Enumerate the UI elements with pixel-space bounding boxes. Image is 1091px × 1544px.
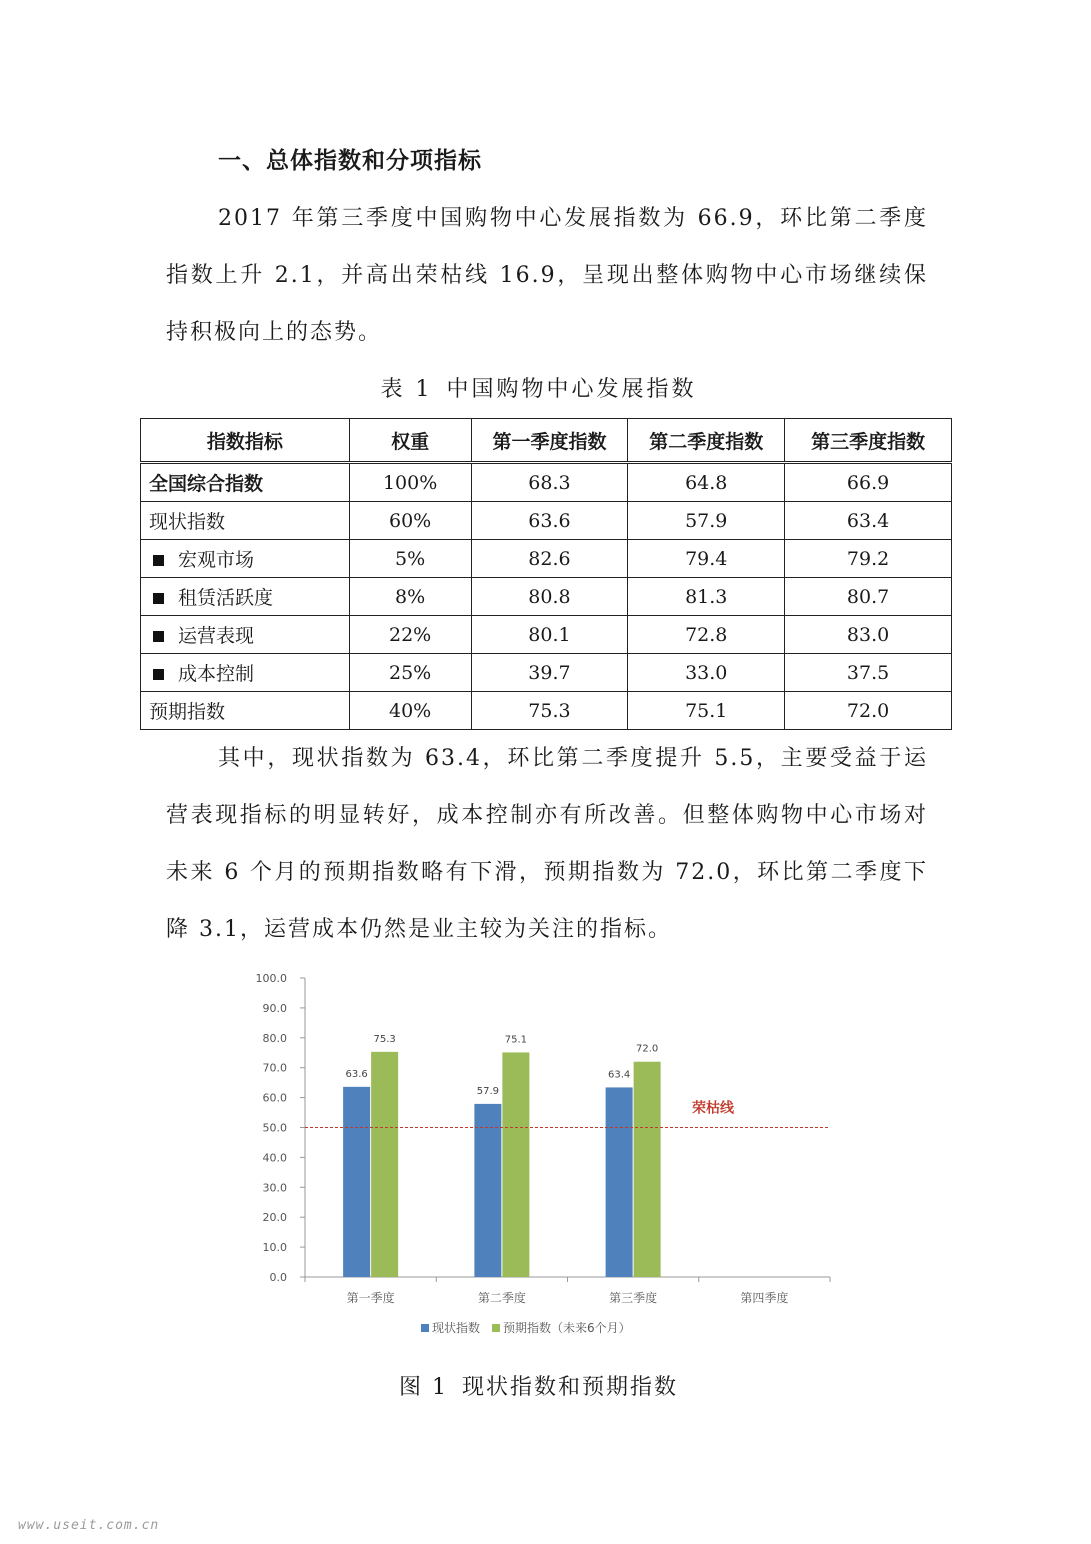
y-tick-label: 0.0 [269,1271,287,1284]
header-cell: 第三季度指数 [785,419,952,463]
legend-swatch [492,1324,500,1332]
data-label: 72.0 [635,1043,659,1055]
analysis-paragraph: 其中，现状指数为 63.4，环比第二季度提升 5.5，主要受益于运营表现指标的明显转好，成本控制亦有所改善。但整体购物中心市场对未来 6 个月的预期指数略有下滑，预期指数为 72.0，环比第二季度下降 3.1，运营成本仍然是业主较为关注的指标。 [166,746,928,942]
header-cell: 指数指标 [141,419,350,463]
header-cell: 第二季度指数 [628,419,785,463]
y-tick-label: 70.0 [262,1061,287,1075]
row-q2: 79.4 [628,540,785,578]
y-tick-label: 10.0 [262,1241,287,1255]
row-weight: 100% [349,463,471,502]
y-tick-label: 50.0 [262,1121,287,1135]
x-tick-label: 第二季度 [477,1291,526,1305]
row-q1: 80.1 [471,616,628,654]
watermark: www.useit.com.cn [18,1518,160,1533]
y-tick-label: 80.0 [262,1031,287,1045]
row-q1: 75.3 [471,692,628,730]
row-name: 运营表现 [178,625,255,647]
x-tick-label: 第三季度 [609,1291,658,1305]
y-tick-label: 60.0 [262,1091,287,1105]
data-label: 75.3 [373,1033,396,1045]
figure-caption-title: 现状指数和预期指数 [461,1375,678,1400]
bar [343,1087,370,1277]
square-bullet-icon [153,555,164,566]
figure-caption [0,1370,1091,1401]
table-row [141,463,952,502]
intro-paragraph: 2017 年第三季度中国购物中心发展指数为 66.9，环比第二季度指数上升 2.1，并高出荣枯线 16.9，呈现出整体购物中心市场继续保持积极向上的态势。 [166,206,928,345]
legend-swatch [421,1324,429,1332]
row-q3: 72.0 [785,692,952,730]
y-tick-label: 90.0 [262,1001,287,1015]
table-row [141,616,952,654]
table-header-row [141,419,952,463]
row-q2: 64.8 [628,463,785,502]
row-name: 预期指数 [141,692,350,730]
reference-line-label: 荣枯线 [692,1100,734,1117]
bar [634,1062,661,1277]
row-name: 现状指数 [141,502,350,540]
section-heading: 一、总体指数和分项指标 [218,148,482,174]
row-name: 成本控制 [178,663,255,685]
data-label: 63.6 [345,1068,368,1080]
y-tick-label: 100.0 [255,972,287,985]
square-bullet-icon [153,669,164,680]
y-tick-label: 30.0 [262,1181,287,1195]
row-q2: 75.1 [628,692,785,730]
row-name: 租赁活跃度 [178,587,274,609]
row-weight: 40% [349,692,471,730]
row-q3: 83.0 [785,616,952,654]
x-tick-label: 第一季度 [346,1291,395,1305]
bar [606,1087,633,1277]
data-label: 57.9 [476,1085,500,1097]
table-row [141,654,952,692]
row-q3: 80.7 [785,578,952,616]
row-q2: 72.8 [628,616,785,654]
row-q3: 37.5 [785,654,952,692]
y-tick-label: 20.0 [262,1211,287,1225]
table-row [141,502,952,540]
row-q1: 68.3 [471,463,628,502]
data-label: 75.1 [504,1034,528,1046]
index-table [140,418,952,730]
table-row [141,540,952,578]
row-q1: 63.6 [471,502,628,540]
row-weight: 22% [349,616,471,654]
row-q1: 39.7 [471,654,628,692]
row-weight: 8% [349,578,471,616]
row-q2: 57.9 [628,502,785,540]
bar [474,1104,501,1277]
row-q2: 81.3 [628,578,785,616]
header-cell: 第一季度指数 [471,419,628,463]
x-tick-label: 第四季度 [740,1291,789,1305]
row-name: 宏观市场 [178,549,255,571]
row-q1: 80.8 [471,578,628,616]
row-q3: 63.4 [785,502,952,540]
row-q3: 66.9 [785,463,952,502]
table-caption [0,372,1091,403]
table-row [141,692,952,730]
row-weight: 25% [349,654,471,692]
row-name-cell [141,654,350,692]
square-bullet-icon [153,631,164,642]
figure-caption-label: 图 1 [398,1375,448,1400]
bar [502,1052,529,1277]
row-name-cell [141,578,350,616]
data-label: 63.4 [607,1069,631,1081]
row-q3: 79.2 [785,540,952,578]
legend-label: 现状指数 [432,1321,481,1335]
row-weight: 5% [349,540,471,578]
row-weight: 60% [349,502,471,540]
header-cell: 权重 [349,419,471,463]
row-name-cell [141,540,350,578]
table-row [141,578,952,616]
row-name-cell [141,616,350,654]
row-q1: 82.6 [471,540,628,578]
row-name: 全国综合指数 [141,463,350,502]
square-bullet-icon [153,593,164,604]
row-q2: 33.0 [628,654,785,692]
legend-label: 预期指数（未来6个月） [503,1321,631,1335]
table-caption-title: 中国购物中心发展指数 [446,377,697,402]
index-bar-chart [240,965,860,1350]
bar [371,1052,398,1277]
table-caption-label: 表 1 [380,377,433,402]
y-tick-label: 40.0 [262,1151,287,1165]
